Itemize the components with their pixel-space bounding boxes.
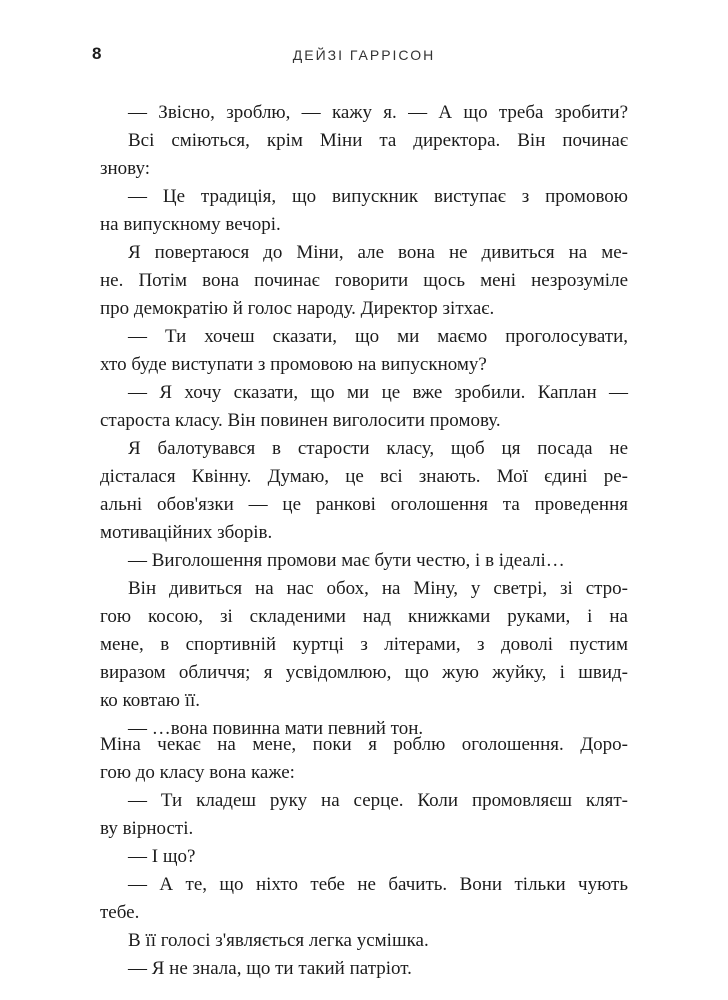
text-line: альні обов'язки — це ранкові оголошення та проведення xyxy=(100,494,628,515)
text-line: Я повертаюся до Міни, але вона не дивиться на ме- xyxy=(128,242,628,263)
text-line: не. Потім вона починає говорити щось мені незрозуміле xyxy=(100,270,628,291)
text-line: мотиваційних зборів. xyxy=(100,522,273,543)
text-line: — Виголошення промови має бути честю, і в ідеалі… xyxy=(128,550,565,571)
text-line: гою косою, зі складеними над книжками руками, і на xyxy=(100,606,628,627)
text-line: Я балотувався в старости класу, щоб ця посада не xyxy=(128,438,628,459)
text-line: хто буде виступати з промовою на випускному? xyxy=(100,354,487,375)
text-line: — Це традиція, що випускник виступає з промовою xyxy=(128,186,628,207)
text-line: на випускному вечорі. xyxy=(100,214,281,235)
text-line: В її голосі з'являється легка усмішка. xyxy=(128,930,429,951)
text-line: про демократію й голос народу. Директор зітхає. xyxy=(100,298,495,319)
text-line: ву вірності. xyxy=(100,818,194,839)
text-line: Міна чекає на мене, поки я роблю оголошення. Доро- xyxy=(100,734,628,755)
text-line: виразом обличчя; я усвідомлюю, що жую жуйку, і швид- xyxy=(100,662,628,683)
text-line: Всі сміються, крім Міни та директора. Він починає xyxy=(128,130,628,151)
text-line: — Я не знала, що ти такий патріот. xyxy=(128,958,412,979)
text-line: дісталася Квінну. Думаю, це всі знають. Мої єдині ре- xyxy=(100,466,628,487)
text-line: мене, в спортивній куртці з літерами, з доволі пустим xyxy=(100,634,628,655)
text-line: гою до класу вона каже: xyxy=(100,762,295,783)
text-line: ко ковтаю її. xyxy=(100,690,201,711)
text-line: — Ти хочеш сказати, що ми маємо проголосувати, xyxy=(128,326,628,347)
text-line: — …вона повинна мати певний тон. xyxy=(128,718,424,739)
text-line: тебе. xyxy=(100,902,140,923)
text-line: Він дивиться на нас обох, на Міну, у светрі, зі стро- xyxy=(128,578,628,599)
text-line: — Звісно, зроблю, — кажу я. — А що треба зробити? xyxy=(128,102,628,123)
text-line: — Я хочу сказати, що ми це вже зробили. Каплан — xyxy=(128,382,628,403)
running-title: ДЕЙЗІ ГАРРІСОН xyxy=(292,47,436,63)
text-line: староста класу. Він повинен виголосити промову. xyxy=(100,410,501,431)
text-line: — І що? xyxy=(128,846,196,867)
text-line: — Ти кладеш руку на серце. Коли промовляєш клят- xyxy=(128,790,628,811)
text-line: знову: xyxy=(100,158,151,179)
page-number: 8 xyxy=(92,44,102,63)
text-line: — А те, що ніхто тебе не бачить. Вони тільки чують xyxy=(128,874,628,895)
body-text-section-2 xyxy=(100,731,628,983)
body-text-section-1 xyxy=(100,99,628,743)
